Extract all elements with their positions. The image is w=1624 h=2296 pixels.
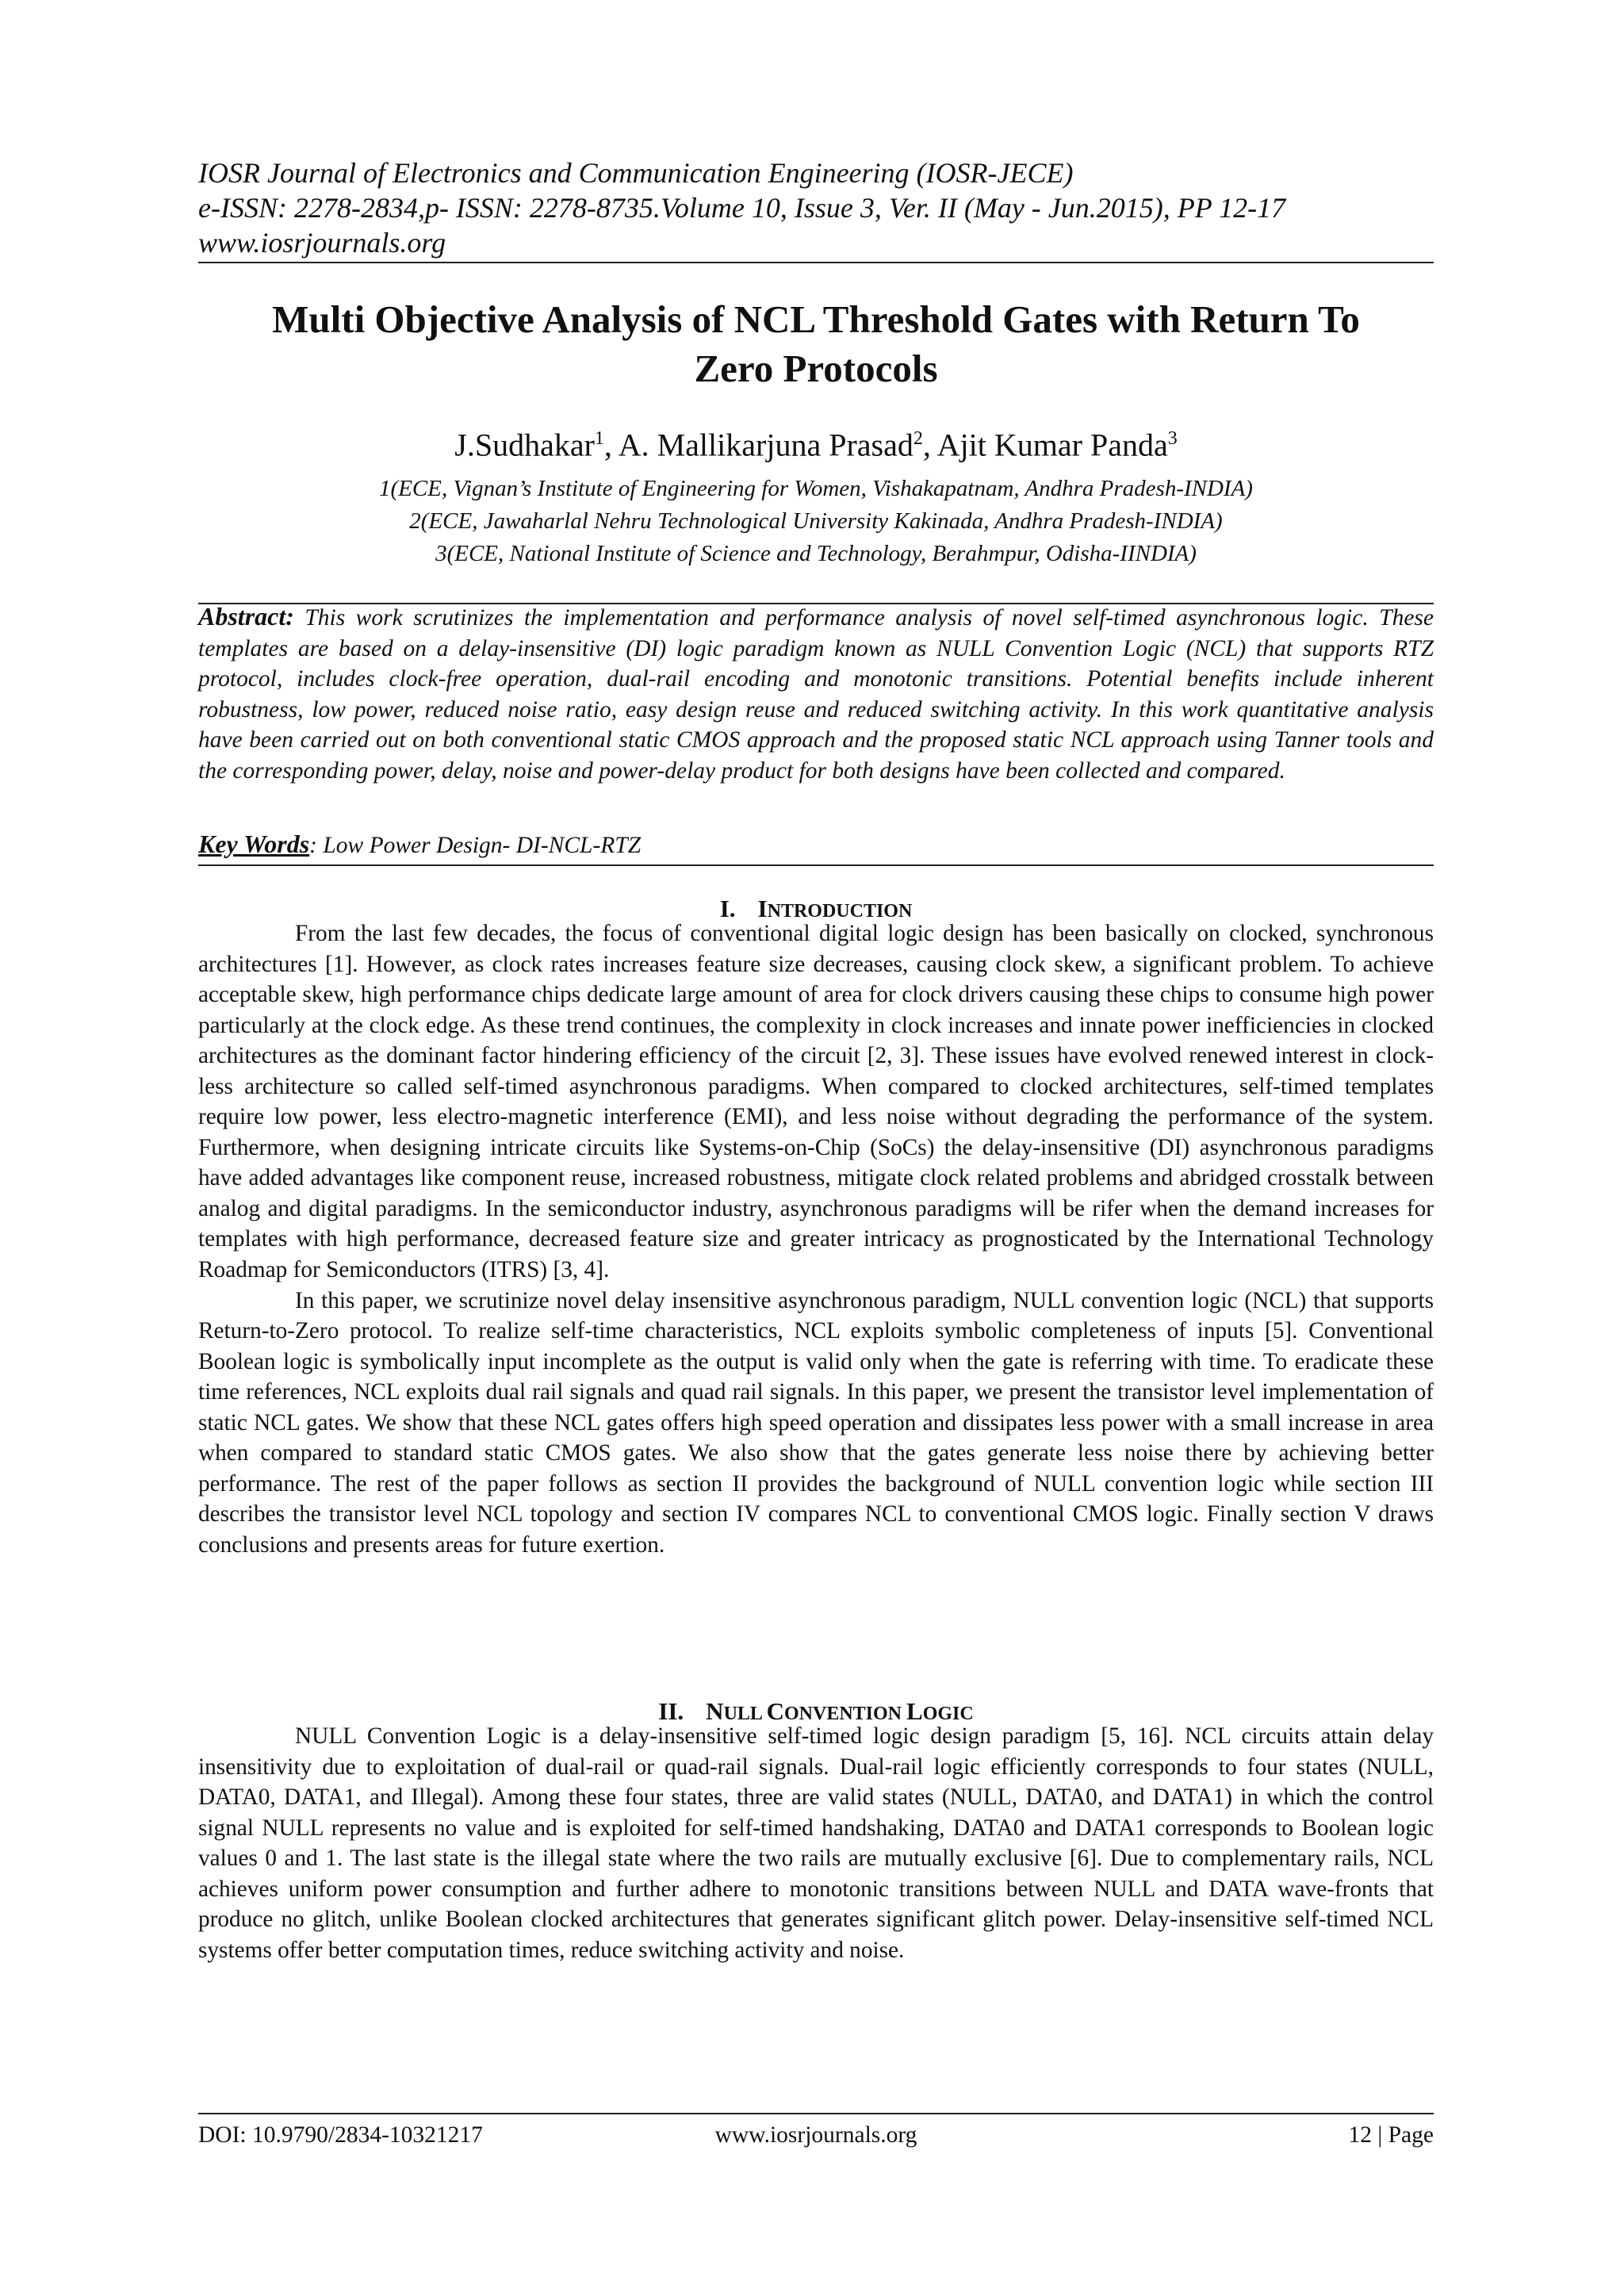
section-title-part: N	[706, 1697, 724, 1725]
affiliation-list	[198, 473, 1434, 570]
affiliation: 3(ECE, National Institute of Science and Technology, Berahmpur, Odisha-IINDIA)	[435, 541, 1197, 566]
journal-header	[198, 155, 1434, 260]
section-title-part: C	[766, 1697, 784, 1725]
title-line-2: Zero Protocols	[694, 347, 938, 390]
section-title-part: OGIC	[922, 1704, 974, 1724]
introduction-body	[198, 918, 1434, 1560]
affiliation: 2(ECE, Jawaharlal Nehru Technological University Kakinada, Andhra Pradesh-INDIA)	[409, 508, 1223, 534]
journal-name: IOSR Journal of Electronics and Communication Engineering (IOSR-JECE)	[198, 157, 1074, 189]
footer-doi: DOI: 10.9790/2834-10321217	[198, 2122, 483, 2148]
section-number: I.	[719, 895, 736, 922]
abstract-bottom-rule	[198, 864, 1434, 866]
author-affil-marker: 2	[913, 428, 923, 449]
paper-page	[198, 0, 1434, 2296]
keywords-label: Key Words	[198, 830, 310, 858]
keywords	[198, 829, 1434, 861]
author-separator: ,	[922, 427, 937, 463]
author-affil-marker: 3	[1167, 428, 1178, 449]
footer-rule	[198, 2113, 1434, 2114]
section-title-part: ULL	[723, 1704, 767, 1724]
header-rule	[198, 262, 1434, 263]
paragraph: From the last few decades, the focus of conventional digital logic design has been basically on clocked, synchronous architectures [1]. However, as clock rates increases feature size decreases, causing clock skew, a significant problem. To achieve acceptable skew, high performance chips dedicate large amount of area for clock drivers causing these chips to consume high power particularly at the clock edge. As these trend continues, the complexity in clock increases and innate power inefficiencies in clocked architectures as the dominant factor hindering efficiency of the circuit [2, 3]. These issues have evolved renewed interest in clock-less architecture so called self-timed asynchronous paradigms. When compared to clocked architectures, self-timed templates require low power, less electro-magnetic interference (EMI), and less noise without degrading the performance of the system. Furthermore, when designing intricate circuits like Systems-on-Chip (SoCs) the delay-insensitive (DI) asynchronous paradigms have added advantages like component reuse, increased robustness, mitigate clock related problems and abridged crosstalk between analog and digital paradigms. In the semiconductor industry, asynchronous paradigms will be rifer when the demand increases for templates with high performance, decreased feature size and greater intricacy as prognosticated by the International Technology Roadmap for Semiconductors (ITRS) [3, 4].	[198, 921, 1434, 1283]
section-title-initial: I	[757, 895, 768, 922]
author-name: Ajit Kumar Panda	[936, 427, 1168, 463]
keywords-text: : Low Power Design- DI-NCL-RTZ	[309, 833, 642, 858]
section-number: II.	[658, 1697, 684, 1725]
author-affil-marker: 1	[594, 428, 604, 449]
abstract-text: This work scrutinizes the implementation and performance analysis of novel self-timed asynchronous logic. These templates are based on a delay-insensitive (DI) logic paradigm known as NULL Convention Logic (NCL) that supports RTZ protocol, includes clock-free operation, dual-rail encoding and monotonic transitions. Potential benefits include inherent robustness, low power, reduced noise ratio, easy design reuse and reduced switching activity. In this work quantitative analysis have been carried out on both conventional static CMOS approach and the proposed static NCL approach using Tanner tools and the corresponding power, delay, noise and power-delay product for both designs have been collected and compared.	[198, 605, 1434, 784]
section-title-part: L	[906, 1697, 923, 1725]
author-separator: ,	[603, 427, 619, 463]
ncl-section-body	[198, 1721, 1434, 1965]
abstract	[198, 601, 1434, 787]
author-list	[198, 419, 1434, 465]
author-name: J.Sudhakar	[454, 427, 595, 463]
paragraph: In this paper, we scrutinize novel delay insensitive asynchronous paradigm, NULL convention logic (NCL) that supports Return-to-Zero protocol. To realize self-time characteristics, NCL exploits symbolic completeness of inputs [5]. Conventional Boolean logic is symbolically input incomplete as the output is valid only when the gate is referring with time. To eradicate these time references, NCL exploits dual rail signals and quad rail signals. In this paper, we present the transistor level implementation of static NCL gates. We show that these NCL gates offers high speed operation and dissipates less power with a small increase in area when compared to standard static CMOS gates. We also show that the gates generate less noise there by achieving better performance. The rest of the paper follows as section II provides the background of NULL convention logic while section III describes the transistor level NCL topology and section IV compares NCL to conventional CMOS logic. Finally section V draws conclusions and presents areas for future exertion.	[198, 1287, 1434, 1558]
section-title-rest: NTRODUCTION	[767, 901, 913, 922]
paper-title	[198, 295, 1434, 393]
journal-issn: e-ISSN: 2278-2834,p- ISSN: 2278-8735.Volume 10, Issue 3, Ver. II (May - Jun.2015), PP 12-17	[198, 192, 1286, 224]
footer-website[interactable]: www.iosrjournals.org	[714, 2122, 917, 2148]
section-title-part: ONVENTION	[783, 1704, 907, 1724]
journal-website[interactable]: www.iosrjournals.org	[198, 227, 446, 259]
author-name: A. Mallikarjuna Prasad	[618, 427, 914, 463]
title-line-1: Multi Objective Analysis of NCL Threshold Gates with Return To	[272, 297, 1360, 341]
abstract-label: Abstract:	[198, 602, 294, 631]
paragraph: NULL Convention Logic is a delay-insensitive self-timed logic design paradigm [5, 16]. NCL circuits attain delay insensitivity due to exploitation of dual-rail or quad-rail signals. Dual-rail logic efficiently corresponds to four states (NULL, DATA0, DATA1, and Illegal). Among these four states, three are valid states (NULL, DATA0, and DATA1) in which the control signal NULL represents no value and is exploited for self-timed handshaking, DATA0 and DATA1 corresponds to Boolean logic values 0 and 1. The last state is the illegal state where the two rails are mutually exclusive [6]. Due to complementary rails, NCL achieves uniform power consumption and further adhere to monotonic transitions between NULL and DATA wave-fronts that produce no glitch, unlike Boolean clocked architectures that generates significant glitch power. Delay-insensitive self-timed NCL systems offer better computation times, reduce switching activity and noise.	[198, 1723, 1434, 1963]
footer-page-number: 12 | Page	[1348, 2122, 1434, 2148]
affiliation: 1(ECE, Vignan’s Institute of Engineering for Women, Vishakapatnam, Andhra Pradesh-INDIA)	[379, 476, 1253, 501]
